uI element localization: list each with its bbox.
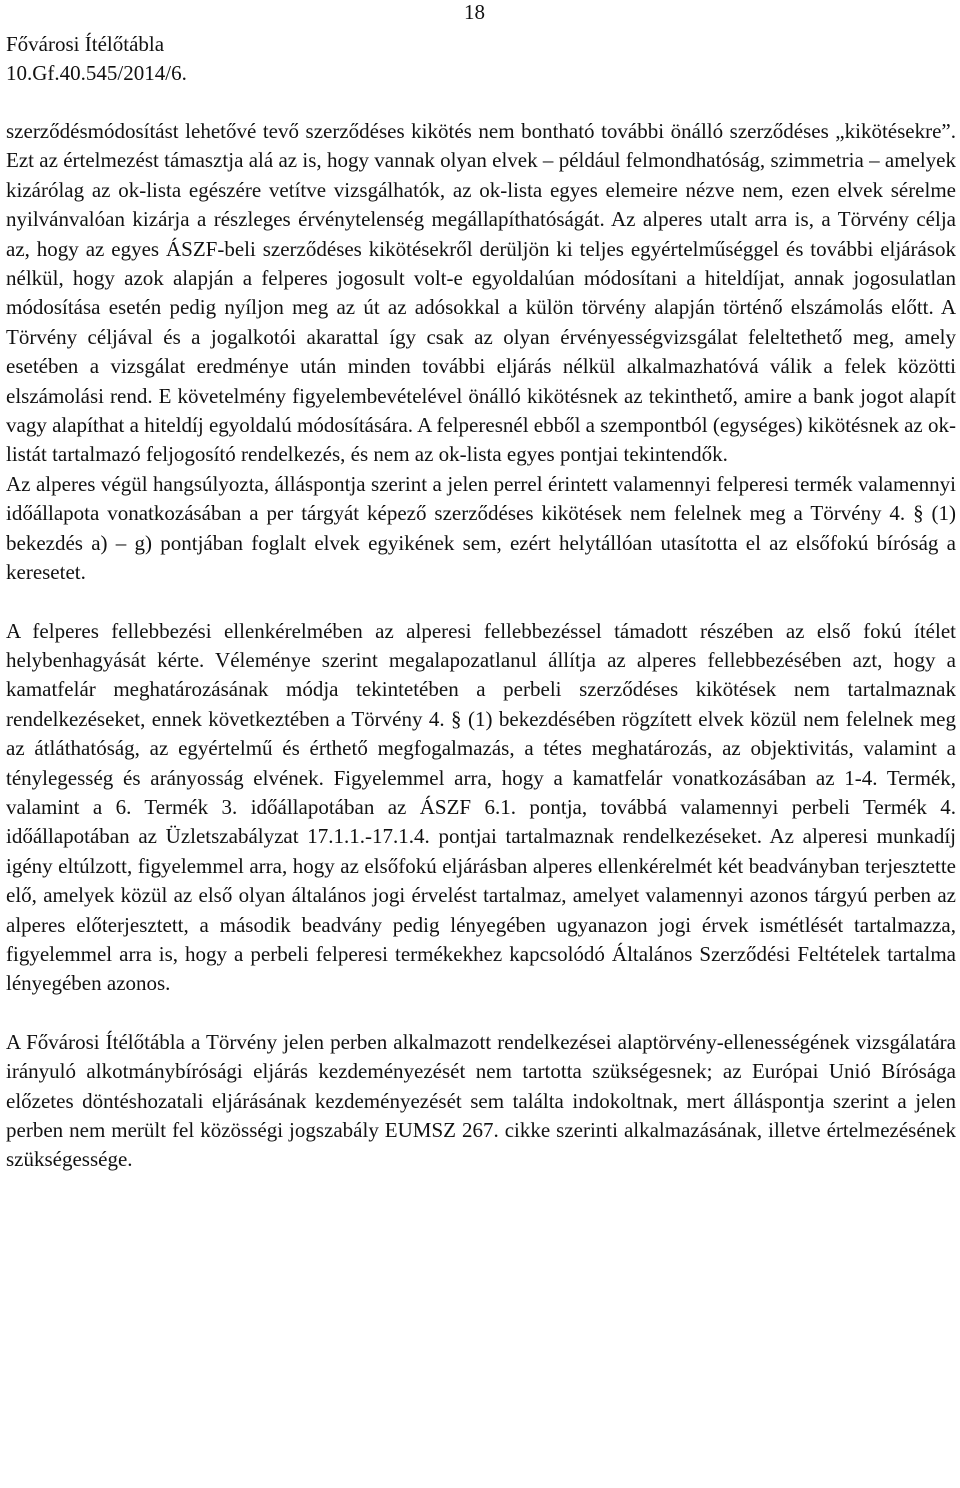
case-number: 10.Gf.40.545/2014/6.	[6, 61, 187, 85]
paragraph: szerződésmódosítást lehetővé tevő szerződéses kikötés nem bontható további önálló szerződéses „kikötésekre”. Ezt az értelmezést támasztja alá az is, hogy vannak olyan elvek – például felmondhatóság, szimmetria – amelyek kizárólag az ok-lista egészére vetítve vizsgálhatók, az ok-lista egyes elemeire nézve nem, ezen elvek sérelme nyilvánvalóan kizárja a részleges érvénytelenség megállapíthatóságát. Az alperes utalt arra is, a Törvény célja az, hogy az egyes ÁSZF-beli szerződéses kikötésekről derüljön ki teljes egyértelműséggel és további eljárások nélkül, hogy azok alapján a felperes jogosult volt-e egyoldalúan módosítani a hiteldíjat, annak jogosulatlan módosítása esetén pedig nyíljon meg az út az adósokkal a külön törvény alapján történő elszámolás előtt. A Törvény céljával és a jogalkotói akarattal így csak az olyan érvényességvizsgálat feleltethető meg, amely esetében a vizsgálat eredménye után minden további eljárás nélkül alkalmazhatóvá válik a felek közötti elszámolási rend. E követelmény figyelembevételével önálló kikötésnek az tekinthető, amire a bank jogot alapít vagy alapíthat a hiteldíj egyoldalú módosítására. A felperesnél ebből a szempontból (egységes) kikötésnek az ok-listát tartalmazó feljogosító rendelkezés, és nem az ok-lista egyes pontjai tekintendők.	[6, 119, 956, 467]
paragraph: Az alperes végül hangsúlyozta, álláspontja szerint a jelen perrel érintett valamennyi felperesi termék valamennyi időállapota vonatkozásában a per tárgyát képező szerződéses kikötések nem felelnek meg a Törvény 4. § (1) bekezdés a) – g) pontjában foglalt elvek egyikének sem, ezért helytállóan utasította el az elsőfokú bíróság a keresetet.	[6, 471, 956, 585]
court-name: Fővárosi Ítélőtábla	[6, 32, 165, 56]
document-header	[6, 30, 187, 88]
document-body	[6, 117, 956, 1175]
paragraph: A felperes fellebbezési ellenkérelmében az alperesi fellebbezéssel támadott részében az első fokú ítélet helybenhagyását kérte. Véleménye szerint megalapozatlanul állítja az alperes fellebbezésében azt, hogy a kamatfelár meghatározásának módja tekintetében a perbeli szerződéses kikötések nem tartalmaznak rendelkezéseket, ennek következtében a Törvény 4. § (1) bekezdésében rögzített elvek közül nem felelnek meg az átláthatóság, az egyértelmű és érthető megfogalmazás, a tétes meghatározás, az objektivitás, valamint a ténylegesség és arányosság elvének. Figyelemmel arra, hogy a kamatfelár vonatkozásában az 1-4. Termék, valamint a 6. Termék 3. időállapotában az ÁSZF 6.1. pontja, továbbá valamennyi perbeli Termék 4. időállapotában az Üzletszabályzat 17.1.1.-17.1.4. pontjai tartalmaznak rendelkezéseket. Az alperesi munkadíj igény eltúlzott, figyelemmel arra, hogy az elsőfokú eljárásban alperes ellenkérelmét két beadványban terjesztette elő, amelyek közül az első olyan általános jogi érvelést tartalmaz, amelyet valamennyi azonos tárgyú perben az alperes előterjesztett, a második beadvány pedig lényegében ugyanazon jogi érvek ismétlését tartalmazza, figyelemmel arra is, hogy a perbeli felperesi termékekhez kapcsolódó Általános Szerződési Feltételek tartalma lényegében azonos.	[6, 618, 956, 996]
page-number: 18	[464, 0, 485, 24]
paragraph: A Fővárosi Ítélőtábla a Törvény jelen perben alkalmazott rendelkezései alaptörvény-ellenességének vizsgálatára irányuló alkotmánybírósági eljárás kezdeményezését nem tartotta szükségesnek; az Európai Unió Bírósága előzetes döntéshozatali eljárásának kezdeményezését sem találta indokoltnak, mert álláspontja szerint a jelen perben nem merült fel közösségi jogszabály EUMSZ 267. cikke szerinti alkalmazásának, illetve értelmezésének szükségessége.	[6, 1029, 956, 1172]
